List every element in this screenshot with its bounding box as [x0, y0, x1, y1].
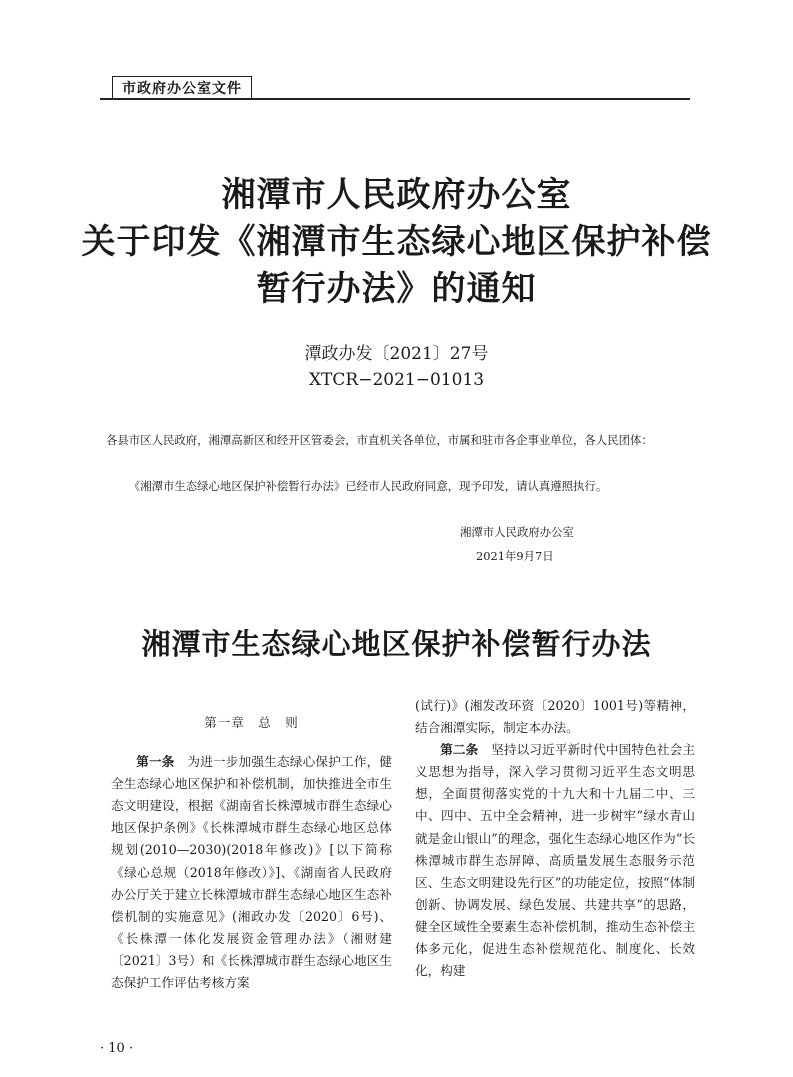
signature-organization: 湘潭市人民政府办公室: [460, 525, 574, 539]
notice-title-line-2: 关于印发《湘潭市生态绿心地区保护补偿: [81, 222, 712, 262]
chapter-heading: 第一章 总 则: [204, 715, 299, 730]
article-2-text: 坚持以习近平新时代中国特色社会主义思想为指导，深入学习贯彻习近平生态文明思想，全面贯彻落实党的十九大和十九届二中、三中、四中、五中全会精神，进一步树牢“绿水青山就是金山银山”的理念，强化生态绿心地区作为“长株潭城市群生态屏障、高质量发展生态服务示范区、生态文明建设先行区”的功能定位，按照“体制创新、协调发展、绿色发展、共建共享”的思路，健全区域性全要素生态补偿机制，推动生态补偿主体多元化，促进生态补偿规范化、制度化、长效化，构建: [415, 742, 696, 979]
notice-title-line-3: 暂行办法》的通知: [256, 269, 537, 309]
signature-date: 2021年9月7日: [476, 549, 554, 563]
notice-body: 《湘潭市生态绿心地区保护补偿暂行办法》已经市人民政府同意，现予印发，请认真遵照执行。: [128, 479, 608, 493]
notice-title-line-1: 湘潭市人民政府办公室: [221, 175, 572, 215]
article-1-text: 为进一步加强生态绿心保护工作，健全生态绿心地区保护和补偿机制，加快推进全市生态文明建设，根据《湖南省长株潭城市群生态绿心地区保护条例》《长株潭城市群生态绿心地区总体规划(2010—2030)(2018年修改)》[以下简称《绿心总规（2018年修改）》]、《湖南省人民政府办公厅关于建立长株潭城市群生态绿心地区生态补偿机制的实施意见》(湘政办发〔2020〕6号)、《长株潭一体化发展资金管理办法》（湘财建〔2021〕3号）和《长株潭城市群生态绿心地区生态保护工作评估考核方案: [111, 754, 393, 991]
page-number: · 10 ·: [100, 1041, 134, 1056]
article-1: [111, 751, 392, 994]
notice-addressee: 各县市区人民政府，湘潭高新区和经开区管委会，市直机关各单位，市属和驻市各企事业单位，各人民团体：: [106, 433, 653, 447]
document-number-block: [0, 341, 793, 393]
document-category-tab: 市政府办公室文件: [112, 76, 252, 100]
measures-title: 湘潭市生态绿心地区保护补偿暂行办法: [141, 627, 652, 661]
article-2-label: 第二条: [440, 742, 479, 758]
right-column: [415, 695, 695, 982]
document-number: 潭政办发〔2021〕27号: [304, 344, 489, 364]
article-1-label: 第一条: [136, 754, 175, 770]
article-1-continuation: (试行)》(湘发改环资〔2020〕1001号)等精神，结合湘潭实际，制定本办法。: [415, 698, 695, 736]
notice-title: [60, 172, 733, 313]
document-code: XTCR−2021−01013: [308, 370, 485, 390]
left-column: [111, 695, 392, 994]
article-2: [415, 739, 695, 982]
header-rule: [100, 98, 690, 100]
